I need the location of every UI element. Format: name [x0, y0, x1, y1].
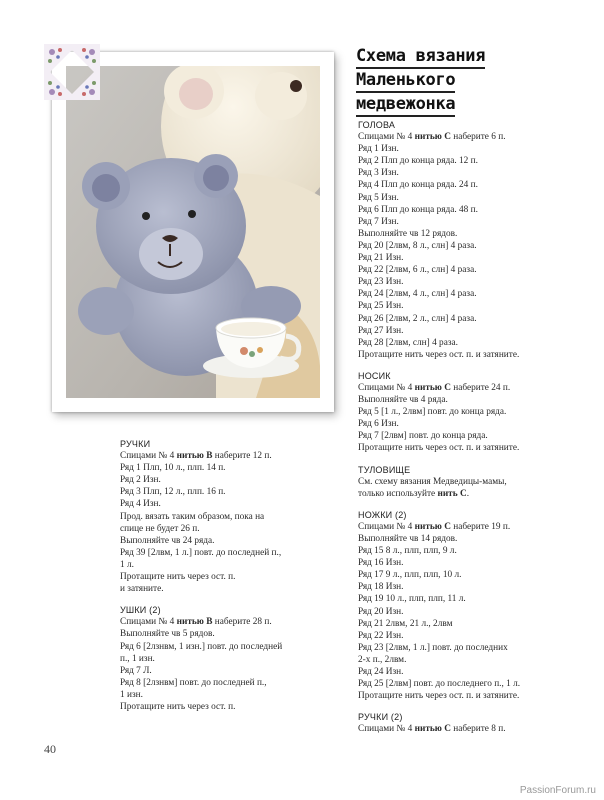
line-text: Протащите нить через ост. п. и затяните. — [358, 443, 520, 454]
instruction-line — [358, 476, 598, 488]
line-text: Ряд 3 Изн. — [358, 168, 399, 179]
line-text: Выполняйте чв 24 ряда. — [120, 535, 215, 546]
line-text-end: наберите 12 п. — [212, 451, 272, 462]
line-text: Ряд 5 [1 л., 2лвм] повт. до конца ряда. — [358, 407, 507, 418]
line-text: п., 1 изн. — [120, 653, 155, 664]
section-gap — [358, 500, 598, 509]
instruction-line — [358, 264, 598, 276]
instruction-line — [120, 653, 330, 665]
line-text: Ряд 16 Изн. — [358, 558, 404, 569]
section-title-head: ГОЛОВА — [358, 120, 396, 130]
instruction-line — [358, 406, 598, 418]
line-text: Выполняйте чв 4 ряда. — [358, 395, 448, 406]
section-title-arms: РУЧКИ — [120, 439, 151, 449]
line-text: Ряд 6 Плп до конца ряда. 48 п. — [358, 204, 478, 215]
line-text-end: наберите 8 п. — [450, 724, 506, 735]
line-text: Ряд 23 [2лвм, 1 л.] повт. до последних — [358, 642, 508, 653]
yarn-label: нитью С — [414, 724, 451, 735]
line-text: Ряд 39 [2лвм, 1 л.] повт. до последней п., — [120, 547, 282, 558]
instruction-line — [358, 143, 598, 155]
instruction-line — [120, 559, 330, 571]
floral-corner-bottom-right — [66, 66, 100, 100]
line-text: Выполняйте чв 14 рядов. — [358, 534, 458, 544]
instruction-line — [358, 533, 598, 545]
line-text: Спицами № 4 — [358, 521, 415, 532]
yarn-label: нитью С — [414, 382, 451, 393]
instruction-line — [358, 666, 598, 678]
line-text: Ряд 6 Изн. — [358, 419, 399, 430]
line-text: Спицами № 4 — [120, 617, 177, 628]
instruction-line — [120, 665, 330, 677]
line-text: Ряд 21 2лвм, 21 л., 2лвм — [358, 618, 453, 629]
instruction-line — [358, 337, 598, 349]
instruction-line — [358, 569, 598, 581]
section-gap — [358, 361, 598, 370]
section-title-body: ТУЛОВИЩЕ — [358, 464, 411, 475]
instruction-line — [120, 535, 330, 547]
instruction-line — [120, 511, 330, 523]
instruction-line — [358, 179, 598, 191]
right-column — [358, 119, 598, 736]
line-text: Ряд 25 [2лвм] повт. до последнего п., 1 л. — [358, 679, 521, 690]
line-text: См. схему вязания Медведицы-мамы, — [358, 476, 507, 487]
instruction-line — [358, 581, 598, 593]
instruction-line — [120, 523, 330, 535]
instruction-line — [358, 228, 598, 240]
line-text: Ряд 6 [2лзнвм, 1 изн.] повт. до последней — [120, 641, 283, 652]
line-text: Ряд 15 8 л., плп, плп, 9 л. — [358, 546, 457, 557]
instruction-line — [120, 486, 330, 498]
instruction-line — [358, 488, 598, 500]
instruction-line — [120, 571, 330, 583]
section-gap — [358, 702, 598, 711]
line-text: Выполняйте чв 5 рядов. — [120, 629, 215, 640]
line-text: Спицами № 4 — [358, 382, 415, 393]
instruction-line — [358, 300, 598, 312]
instruction-line — [358, 252, 598, 264]
line-text: Выполняйте чв 12 рядов. — [358, 228, 458, 239]
instruction-line — [120, 616, 330, 628]
line-text: Ряд 20 [2лвм, 8 л., слн] 4 раза. — [358, 240, 477, 251]
line-text: 1 изн. — [120, 689, 143, 700]
instruction-line — [358, 216, 598, 228]
line-text: Протащите нить через ост. п. — [120, 701, 236, 712]
page-number: 40 — [44, 742, 56, 756]
instruction-line — [358, 394, 598, 406]
line-text: Ряд 5 Изн. — [358, 192, 399, 203]
line-text-end: наберите 6 п. — [450, 132, 506, 143]
instruction-line — [358, 167, 598, 179]
line-text: только используйте — [358, 488, 438, 499]
line-text: Протащите нить через ост. п. и затяните. — [358, 691, 520, 702]
instruction-line — [120, 583, 330, 595]
instruction-line — [358, 288, 598, 300]
line-text: Ряд 28 [2лвм, слн] 4 раза. — [358, 337, 458, 348]
watermark: PassionForum.ru — [519, 785, 596, 796]
line-text: Протащите нить через ост. п. — [120, 572, 236, 583]
section-title-arms2: РУЧКИ (2) — [358, 712, 403, 723]
instruction-line — [120, 462, 330, 474]
title-line-3: медвежонка — [356, 94, 455, 117]
line-text: Ряд 8 [2лзнвм] повт. до последней п., — [120, 677, 267, 688]
line-text: Ряд 7 Л. — [120, 665, 152, 676]
line-text: 2-х п., 2лвм. — [358, 654, 407, 665]
instruction-line — [358, 382, 598, 394]
line-text: Ряд 26 [2лвм, 2 л., слн] 4 раза. — [358, 313, 477, 324]
line-text: Ряд 4 Изн. — [120, 499, 161, 510]
instruction-line — [358, 557, 598, 569]
line-text: Ряд 2 Изн. — [120, 475, 161, 486]
line-text: Протащите нить через ост. п. и затяните. — [358, 349, 520, 360]
instruction-line — [358, 204, 598, 216]
instruction-line — [120, 498, 330, 510]
line-text: Ряд 23 Изн. — [358, 277, 404, 288]
instruction-line — [358, 325, 598, 337]
yarn-label: нитью В — [176, 451, 213, 462]
line-text-end: наберите 24 п. — [450, 382, 511, 393]
line-text: Ряд 25 Изн. — [358, 301, 404, 312]
instruction-line — [358, 349, 598, 361]
instruction-line — [358, 276, 598, 288]
line-text: Ряд 22 Изн. — [358, 630, 404, 641]
line-text: Ряд 22 [2лвм, 6 л., слн] 4 раза. — [358, 265, 477, 276]
section-gap — [358, 455, 598, 464]
section-title-legs: НОЖКИ (2) — [358, 509, 407, 520]
instruction-line — [358, 606, 598, 618]
section-gap — [120, 595, 330, 604]
line-text: Ряд 17 9 л., плп, плп, 10 л. — [358, 570, 462, 581]
yarn-label: нить С — [437, 488, 467, 499]
instruction-line — [358, 593, 598, 605]
instruction-line — [358, 442, 598, 454]
line-text: Ряд 2 Плп до конца ряда. 12 п. — [358, 156, 478, 167]
photo-frame — [52, 52, 334, 412]
instruction-line — [358, 654, 598, 666]
instruction-line — [358, 723, 598, 735]
line-text: Ряд 7 Изн. — [358, 216, 399, 227]
line-text-end: наберите 19 п. — [450, 521, 511, 532]
title-line-1: Схема вязания — [356, 46, 485, 69]
line-text: и затяните. — [120, 584, 164, 595]
teddy-bears-photo — [66, 66, 320, 398]
section-title-nose: НОСИК — [358, 370, 391, 381]
instruction-line — [120, 641, 330, 653]
instruction-line — [358, 131, 598, 143]
line-text: Ряд 3 Плп, 12 л., плп. 16 п. — [120, 487, 226, 498]
line-text: спице не будет 26 п. — [120, 523, 200, 534]
instruction-line — [120, 547, 330, 559]
yarn-label: нитью В — [176, 617, 213, 628]
line-text-end: наберите 28 п. — [212, 617, 272, 628]
line-text: Ряд 21 Изн. — [358, 253, 404, 264]
instruction-line — [358, 430, 598, 442]
instruction-line — [358, 240, 598, 252]
instruction-line — [358, 155, 598, 167]
instruction-line — [358, 630, 598, 642]
instruction-line — [120, 689, 330, 701]
instruction-line — [358, 418, 598, 430]
instruction-line — [358, 618, 598, 630]
instruction-line — [120, 677, 330, 689]
line-text: Спицами № 4 — [120, 451, 177, 462]
instruction-line — [358, 521, 598, 533]
instruction-line — [120, 628, 330, 640]
instruction-line — [358, 313, 598, 325]
section-title-ears: УШКИ (2) — [120, 605, 161, 616]
line-text: Ряд 24 [2лвм, 4 л., слн] 4 раза. — [358, 289, 477, 300]
instruction-line — [358, 690, 598, 702]
pattern-title — [356, 46, 596, 118]
line-text: Спицами № 4 — [358, 132, 415, 143]
instruction-line — [120, 450, 330, 462]
line-text: Ряд 1 Плп, 10 л., плп. 14 п. — [120, 463, 226, 474]
line-text: Ряд 4 Плп до конца ряда. 24 п. — [358, 180, 478, 191]
line-text: Ряд 1 Изн. — [358, 144, 399, 155]
left-column — [120, 438, 330, 713]
line-text-end: . — [466, 488, 470, 499]
line-text: Спицами № 4 — [358, 724, 415, 735]
instruction-line — [120, 474, 330, 486]
line-text: Ряд 20 Изн. — [358, 606, 404, 617]
line-text: Ряд 27 Изн. — [358, 325, 404, 336]
instruction-line — [120, 701, 330, 713]
yarn-label: нитью С — [414, 521, 451, 532]
line-text: Ряд 19 10 л., плп, плп, 11 л. — [358, 594, 466, 605]
title-line-2: Маленького — [356, 70, 455, 93]
line-text: Ряд 7 [2лвм] повт. до конца ряда. — [358, 431, 488, 442]
line-text: Ряд 24 Изн. — [358, 667, 404, 678]
line-text: Ряд 18 Изн. — [358, 582, 404, 593]
instruction-line — [358, 545, 598, 557]
instruction-line — [358, 642, 598, 654]
yarn-label: нитью С — [414, 132, 451, 143]
instruction-line — [358, 192, 598, 204]
instruction-line — [358, 678, 598, 690]
line-text: Прод. вязать таким образом, пока на — [120, 511, 265, 522]
line-text: 1 л. — [120, 559, 134, 570]
